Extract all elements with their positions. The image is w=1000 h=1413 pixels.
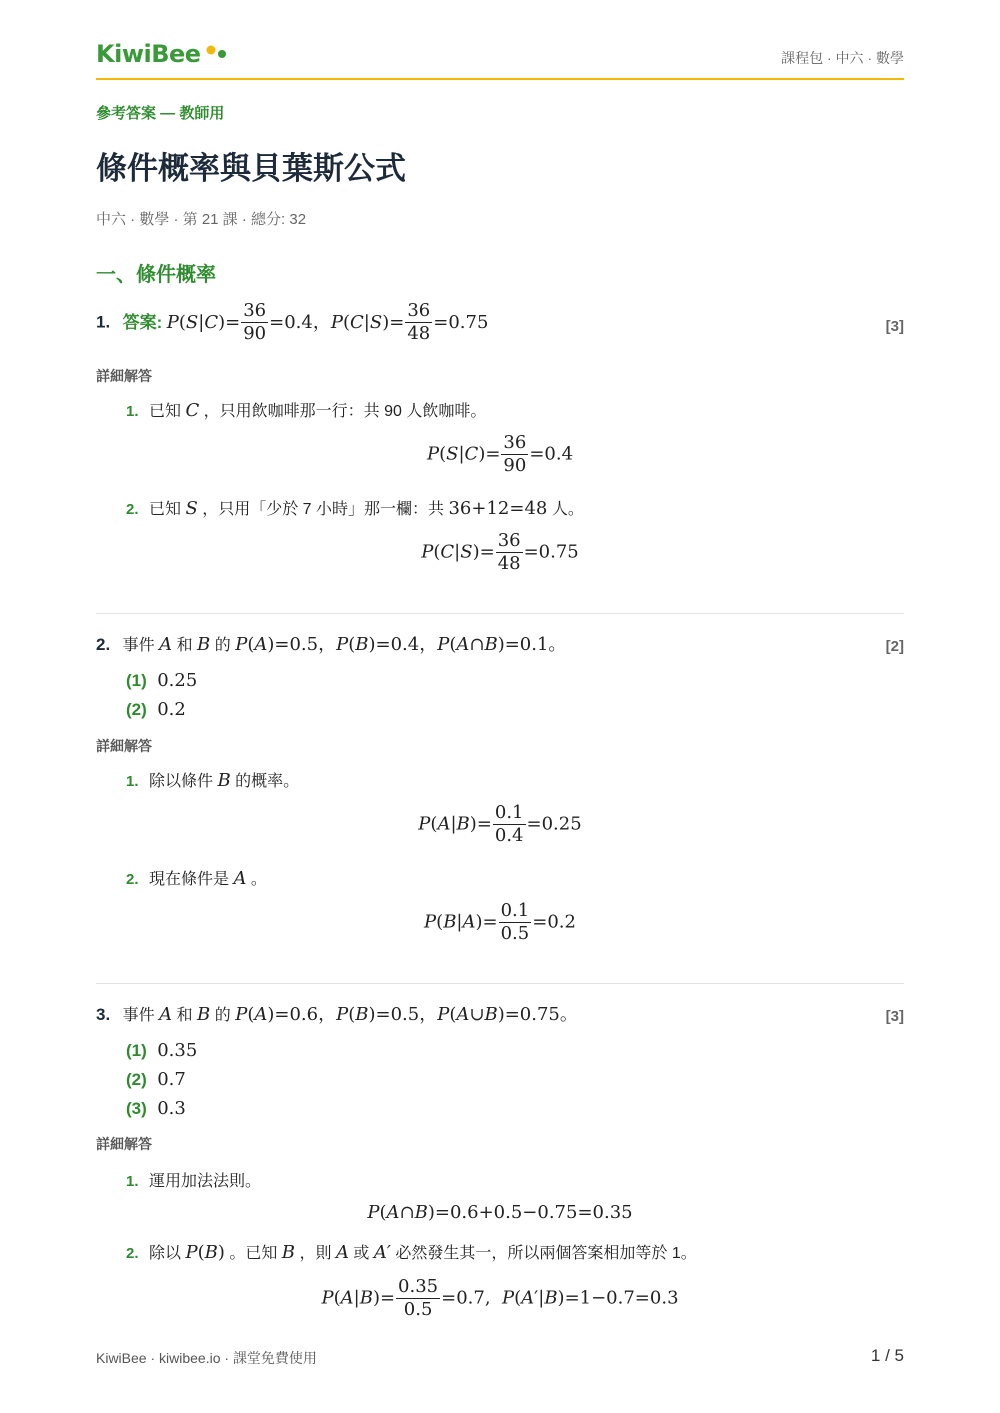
course-breadcrumb: 課程包 · 中六 · 數學 xyxy=(781,50,904,66)
formula-display: P(A|B)= $\frac{0.1}{0.4}$ =0.25 xyxy=(418,802,582,846)
lesson-meta: 中六 · 數學 · 第 21 課 · 總分: 32 xyxy=(96,211,307,228)
formula-display: P(S|C)= $\frac{36}{90}$ =0.4 xyxy=(426,432,574,476)
question-marks: [2] xyxy=(885,638,904,655)
page-header xyxy=(96,38,904,80)
formula-display: P(A∩B)=0.6+0.5−0.75=0.35 xyxy=(367,1202,633,1223)
detail-label: 詳細解答 xyxy=(96,368,152,384)
section-heading: 一、條件概率 xyxy=(96,264,216,286)
sub-answer: (2) 0.2 xyxy=(126,699,186,720)
question-marks: [3] xyxy=(885,318,904,335)
question-number: 3. xyxy=(96,1005,111,1024)
solution-step: 1. 運用加法法則。 xyxy=(126,1173,261,1190)
solution-step: 2. 現在條件是 A 。 xyxy=(126,868,267,889)
solution-step: 2. 除以 P(B) 。已知 B ，則 A 或 A′ 必然發生其一，所以兩個答案相加等於 1。 xyxy=(126,1242,697,1263)
question-2-row: 2. 事件 A 和 B 的 P(A)=0.5，P(B)=0.4，P(A∩B)=0.1。 xyxy=(96,634,567,655)
sub-answer: (1) 0.25 xyxy=(126,670,198,691)
formula-display: P(C|S)= $\frac{36}{48}$ =0.75 xyxy=(421,530,579,574)
given-probabilities: P(A)=0.6，P(B)=0.5，P(A∪B)=0.75。 xyxy=(235,1004,578,1025)
divider xyxy=(96,983,904,984)
detail-label: 詳細解答 xyxy=(96,738,152,754)
kiwibee-logo: KiwiBee xyxy=(96,40,201,68)
divider xyxy=(96,613,904,614)
solution-step: 1. 已知 C ，只用飲咖啡那一行：共 90 人飲咖啡。 xyxy=(126,400,487,421)
formula-display: P(B|A)= $\frac{0.1}{0.5}$ =0.2 xyxy=(424,900,576,944)
solution-step: 2. 已知 S ，只用「少於 7 小時」那一欄：共 36+12=48 人。 xyxy=(126,498,584,519)
solution-step: 1. 除以條件 B 的概率。 xyxy=(126,770,300,791)
page-title: 條件概率與貝葉斯公式 xyxy=(96,151,406,187)
bee-dots-icon xyxy=(206,44,228,60)
page-number: 1 / 5 xyxy=(870,1346,904,1365)
answer-label: 答案: xyxy=(122,312,163,332)
sub-answer: (3) 0.3 xyxy=(126,1098,186,1119)
question-1-row xyxy=(96,300,488,345)
question-number: 2. xyxy=(96,635,111,654)
question-3-row: 3. 事件 A 和 B 的 P(A)=0.6，P(B)=0.5，P(A∪B)=0.75。 xyxy=(96,1004,578,1025)
formula-display: P(A|B)= $\frac{0.35}{0.5}$ =0.7, P(A′|B)=1−0.7=0.3 xyxy=(321,1276,679,1320)
sub-answer: (2) 0.7 xyxy=(126,1069,186,1090)
answer-key-tag: 參考答案 — 教師用 xyxy=(96,105,225,122)
answer-formula: P(S|C)= $\frac{36}{90}$ =0.4，P(C|S)= $\frac{36}{48}$ =0.75 xyxy=(166,300,489,344)
footer-credit: KiwiBee · kiwibee.io · 課堂免費使用 xyxy=(96,1350,317,1366)
given-probabilities: P(A)=0.5，P(B)=0.4，P(A∩B)=0.1。 xyxy=(235,634,567,655)
question-number: 1. xyxy=(96,312,111,332)
question-marks: [3] xyxy=(885,1008,904,1025)
sub-answer: (1) 0.35 xyxy=(126,1040,198,1061)
detail-label: 詳細解答 xyxy=(96,1136,152,1152)
